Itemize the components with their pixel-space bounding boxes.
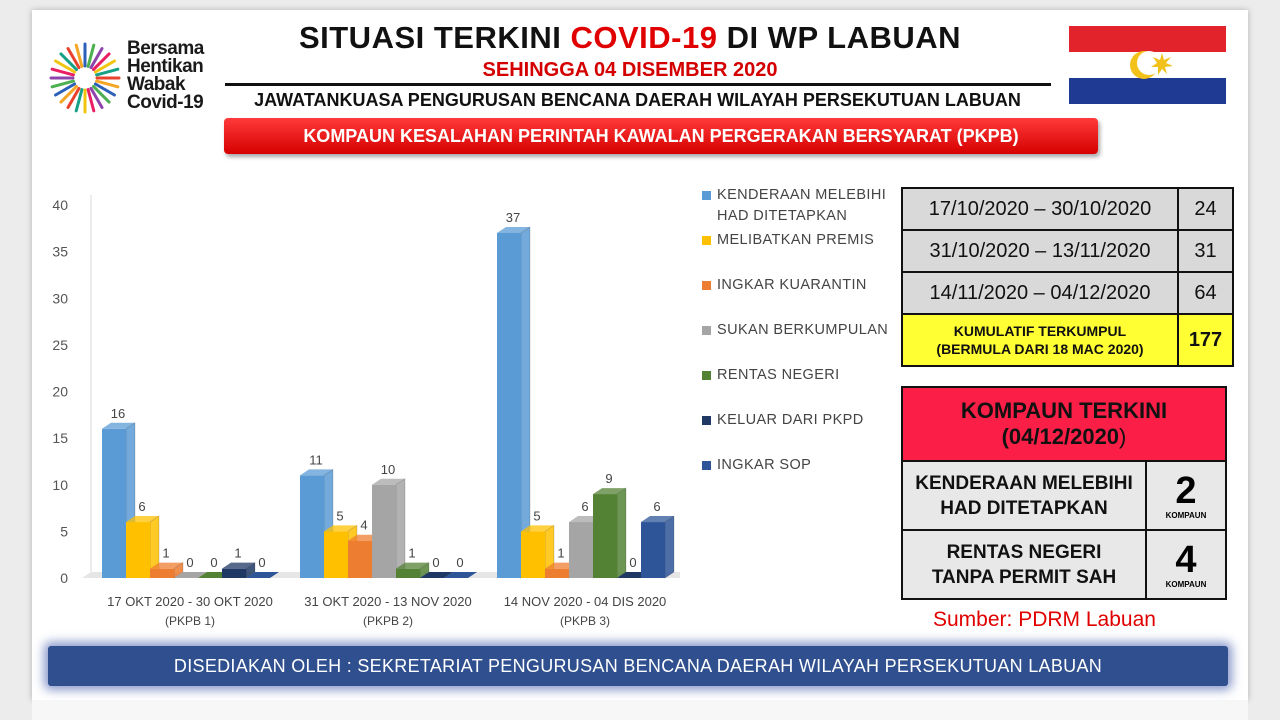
cumulative-count: 177 [1178, 314, 1233, 366]
table-row [902, 530, 1226, 599]
logo-line-2: Hentikan [127, 56, 204, 77]
bar-value-label: 1 [557, 545, 565, 561]
logo-line-4: Covid-19 [127, 92, 204, 113]
y-tick-label: 0 [60, 570, 68, 586]
legend-label: KENDERAAN MELEBIHI [717, 187, 887, 203]
bar [396, 569, 420, 578]
legend-label-line2: HAD DITETAPKAN [717, 208, 848, 224]
bar [497, 233, 521, 578]
bar [521, 531, 545, 578]
footer-credit: DISEDIAKAN OLEH : SEKRETARIAT PENGURUSAN BENCANA DAERAH WILAYAH PERSEKUTUAN LABUAN [48, 646, 1228, 686]
x-category-sublabel: (PKPB 2) [362, 614, 414, 628]
labuan-flag-icon [1069, 26, 1226, 104]
kompaun-value: 2 [1175, 470, 1197, 512]
section-banner: KOMPAUN KESALAHAN PERINTAH KAWALAN PERGERAKAN BERSYARAT (PKPB) [224, 118, 1098, 154]
bar-value-label: 0 [186, 555, 194, 570]
table-row [902, 461, 1226, 530]
legend-label: INGKAR KUARANTIN [717, 277, 867, 293]
x-category-label: 31 OKT 2020 - 13 NOV 2020 [304, 594, 472, 609]
bar [593, 494, 617, 578]
kompaun-unit: KOMPAUN [1165, 511, 1207, 520]
x-category-sublabel: (PKPB 1) [164, 614, 216, 628]
kompaun-category-line-1: RENTAS NEGERI [946, 541, 1102, 563]
table-row [902, 188, 1233, 230]
bar-value-label: 1 [234, 545, 242, 561]
page-subtitle: SEHINGGA 04 DISEMBER 2020 [482, 59, 778, 81]
x-category-label: 14 NOV 2020 - 04 DIS 2020 [503, 594, 667, 609]
x-category-label: 17 OKT 2020 - 30 OKT 2020 [107, 594, 273, 609]
title-suffix: DI WP LABUAN [717, 20, 962, 55]
kompaun-date: (04/12/2020 [1001, 424, 1120, 449]
campaign-logo [45, 38, 225, 118]
period-range: 14/11/2020 – 04/12/2020 [902, 272, 1178, 314]
legend-item-kenderaan [702, 185, 886, 227]
bar-value-label: 0 [456, 555, 464, 570]
bar-value-label: 10 [380, 461, 396, 477]
bar [372, 485, 396, 578]
period-totals-table [901, 187, 1234, 367]
legend-item-sukan [702, 320, 888, 341]
bar-value-label: 16 [110, 405, 126, 421]
bar [222, 569, 246, 578]
bar-side [396, 479, 405, 578]
latest-kompaun-table [901, 386, 1227, 600]
legend-swatch [702, 371, 711, 380]
legend-swatch [702, 236, 711, 245]
bar [545, 569, 569, 578]
bar-value-label: 37 [505, 209, 521, 225]
bar [126, 522, 150, 578]
bar-value-label: 5 [533, 508, 541, 524]
kompaun-value-cell [1146, 530, 1226, 599]
period-count: 64 [1178, 272, 1233, 314]
legend-item-pkpd [702, 410, 864, 431]
legend-label: SUKAN BERKUMPULAN [717, 322, 889, 338]
bar-value-label: 1 [162, 545, 170, 561]
bar-chart [40, 170, 680, 640]
cumulative-row [902, 314, 1233, 366]
table-row [902, 272, 1233, 314]
kompaun-header-row [902, 387, 1226, 461]
legend-item-rentas [702, 365, 840, 386]
logo-text [127, 40, 204, 112]
kompaun-value: 4 [1175, 539, 1197, 581]
kompaun-unit: KOMPAUN [1165, 580, 1207, 589]
y-tick-label: 20 [52, 383, 68, 400]
kompaun-date-close: ) [1119, 424, 1127, 449]
y-tick-label: 5 [60, 523, 68, 540]
bar-value-label: 4 [360, 517, 368, 533]
kompaun-category-line-2: TANPA PERMIT SAH [931, 566, 1117, 588]
bottom-strip [32, 700, 1248, 720]
y-tick-label: 35 [52, 243, 68, 260]
title-prefix: SITUASI TERKINI [298, 20, 571, 55]
kompaun-category [902, 461, 1146, 530]
bar-side [665, 516, 674, 578]
bar [569, 522, 593, 578]
bar-value-label: 9 [605, 471, 613, 487]
committee-name: JAWATANKUASA PENGURUSAN BENCANA DAERAH WILAYAH PERSEKUTUAN LABUAN [254, 90, 1021, 110]
legend-swatch [702, 416, 711, 425]
bar-value-label: 6 [581, 499, 589, 515]
bar-side [521, 227, 530, 578]
bar [348, 541, 372, 578]
y-tick-label: 40 [52, 197, 68, 213]
page-title [230, 20, 1030, 56]
cumulative-line-1: KUMULATIF TERKUMPUL [953, 323, 1127, 339]
kompaun-value-cell [1146, 461, 1226, 530]
bar-value-label: 6 [138, 499, 146, 515]
bar-side [617, 488, 626, 578]
cumulative-line-2: (BERMULA DARI 18 MAC 2020) [936, 341, 1144, 357]
bar [102, 429, 126, 578]
legend-item-premis [702, 230, 874, 251]
kompaun-category-line-2: HAD DITETAPKAN [940, 497, 1108, 519]
chart-canvas [40, 170, 680, 640]
data-source: Sumber: PDRM Labuan [933, 608, 1156, 631]
x-category-sublabel: (PKPB 3) [559, 614, 611, 628]
bar-value-label: 1 [408, 545, 416, 561]
y-tick-label: 30 [52, 290, 68, 307]
bar-value-label: 0 [258, 555, 266, 570]
bar [641, 522, 665, 578]
bar [300, 475, 324, 578]
cumulative-label [902, 314, 1178, 366]
legend-label: INGKAR SOP [717, 457, 812, 473]
logo-line-3: Wabak [127, 74, 186, 95]
period-count: 24 [1178, 188, 1233, 230]
legend-item-sop [702, 455, 811, 476]
sunburst-logo-icon [45, 38, 125, 118]
title-divider [225, 83, 1051, 86]
period-count: 31 [1178, 230, 1233, 272]
title-highlight: COVID-19 [570, 20, 718, 55]
y-tick-label: 15 [52, 430, 68, 447]
bar-value-label: 0 [432, 555, 440, 570]
legend-label: MELIBATKAN PREMIS [717, 232, 875, 248]
legend-label: KELUAR DARI PKPD [717, 412, 864, 428]
kompaun-header [902, 387, 1226, 461]
y-tick-label: 25 [52, 336, 68, 353]
logo-line-1: Bersama [127, 38, 204, 59]
kompaun-category [902, 530, 1146, 599]
bar-value-label: 0 [210, 555, 218, 570]
bar-value-label: 6 [653, 499, 661, 515]
bar-value-label: 5 [336, 508, 344, 524]
legend-swatch [702, 461, 711, 470]
bar-value-label: 0 [629, 555, 637, 570]
y-tick-label: 10 [52, 476, 68, 493]
kompaun-title: KOMPAUN TERKINI [960, 398, 1168, 423]
legend-swatch [702, 191, 711, 200]
bar-value-label: 11 [309, 452, 323, 468]
legend-swatch [702, 326, 711, 335]
period-range: 17/10/2020 – 30/10/2020 [902, 188, 1178, 230]
period-range: 31/10/2020 – 13/11/2020 [902, 230, 1178, 272]
legend-item-kuarantin [702, 275, 867, 296]
bar [150, 569, 174, 578]
table-row [902, 230, 1233, 272]
legend-swatch [702, 281, 711, 290]
legend-label: RENTAS NEGERI [717, 367, 840, 383]
bar [324, 531, 348, 578]
kompaun-category-line-1: KENDERAAN MELEBIHI [915, 472, 1133, 494]
